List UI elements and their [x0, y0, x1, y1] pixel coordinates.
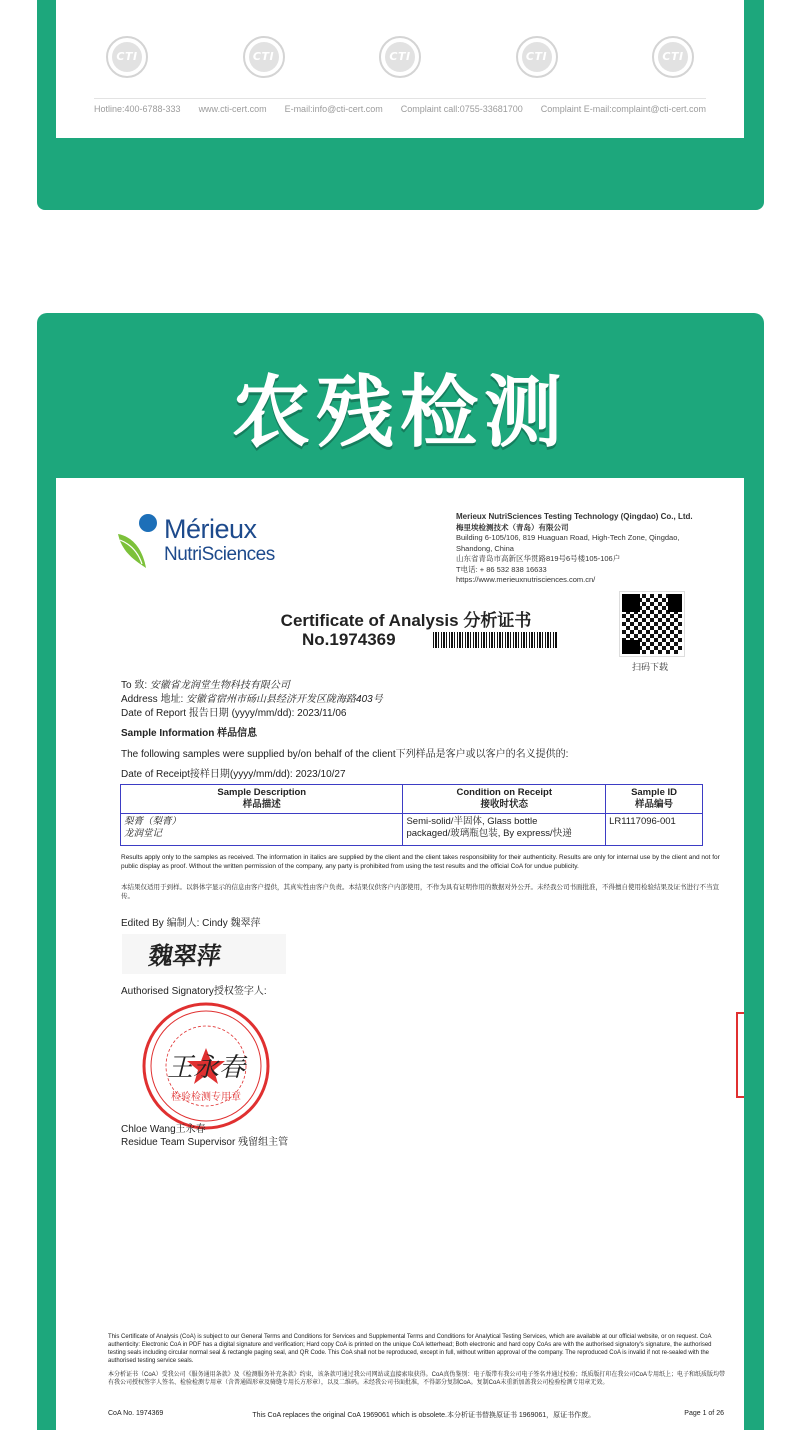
sample-description-cell: 梨膏（梨膏） 龙润堂记 [121, 814, 403, 846]
svg-text:王永春: 王永春 [166, 1053, 246, 1083]
cti-logo-icon: CTI [243, 36, 285, 78]
receipt-date: Date of Receipt接样日期(yyyy/mm/dd): 2023/10/27 [121, 769, 346, 780]
merieux-sub: NutriSciences [164, 544, 275, 565]
page-number: Page 1 of 26 [684, 1410, 724, 1417]
company-address-cn: 山东省青岛市高新区华贯路819号6号楼105-106户 [456, 554, 621, 563]
contact-footer [94, 98, 706, 114]
section-title: 农残检测 [231, 368, 568, 458]
merieux-leaf-icon [116, 512, 164, 572]
disclaimer-cn: 本结果仅适用于到样。以斜体字显示的信息由客户提供，其真实性由客户负责。本结果仅供客户内部使用，不作为具有证明作用的数据对外公开。未经我公司书面批准，不得擅自使用检验结果及证书进行不当宣传。 [121, 884, 719, 900]
header-condition: Condition on Receipt 接收时状态 [403, 785, 606, 814]
certificate-paper [56, 478, 744, 1430]
svg-text:检验检测专用章: 检验检测专用章 [171, 1092, 241, 1103]
certificate-number: No.1974369 [302, 630, 396, 649]
signatory-name: Chloe Wang王永春 [121, 1124, 206, 1135]
qr-code[interactable] [620, 592, 684, 656]
edited-by: Edited By 编制人: Cindy 魏翠萍 [121, 918, 261, 929]
company-info [456, 512, 736, 586]
signatory-title: Residue Team Supervisor 残留组主管 [121, 1137, 289, 1148]
complaint-email-text: Complaint E-mail:complaint@cti-cert.com [540, 104, 706, 114]
address-line: Address 地址: 安徽省宿州市砀山县经济开发区陇海路403号 [121, 694, 383, 705]
certificate-footer [108, 1410, 724, 1420]
client-address: 安徽省宿州市砀山县经济开发区陇海路403号 [186, 694, 383, 705]
merieux-logo [116, 512, 296, 572]
report-date: Date of Report 报告日期 (yyyy/mm/dd): 2023/11/06 [121, 708, 347, 719]
website-text: www.cti-cert.com [198, 104, 267, 114]
testing-seal [140, 1000, 272, 1132]
handwritten-signature-icon [122, 934, 286, 974]
company-address-2: Shandong, China [456, 543, 514, 553]
company-name-en: Merieux NutriSciences Testing Technology (Qingdao) Co., Ltd. [456, 512, 693, 521]
company-url[interactable]: https://www.merieuxnutrisciences.com.cn/ [456, 575, 596, 584]
cti-logo-icon: CTI [379, 36, 421, 78]
sample-id-cell: LR1117096-001 [606, 814, 703, 846]
red-seal-icon [140, 1000, 272, 1132]
svg-text:魏翠萍: 魏翠萍 [146, 941, 223, 970]
replace-note: This CoA replaces the original CoA 1969061 which is obsolete.本分析证书替换原证书 1969061，原证书作废。 [252, 1412, 596, 1419]
email-text: E-mail:info@cti-cert.com [284, 104, 383, 114]
merieux-name: Mérieux [164, 514, 257, 544]
complaint-call-text: Complaint call:0755-33681700 [400, 104, 523, 114]
hotline-text: Hotline:400-6788-333 [94, 104, 181, 114]
client-name: 安徽省龙润堂生物科技有限公司 [149, 680, 290, 691]
company-tel: T电话: + 86 532 838 16633 [456, 564, 547, 574]
certificate-title: Certificate of Analysis 分析证书 [280, 611, 532, 630]
paging-seal-edge [736, 1012, 744, 1098]
header-sample-description: Sample Description 样品描述 [121, 785, 403, 814]
company-name-cn: 梅里埃检测技术（青岛）有限公司 [456, 522, 569, 532]
top-certificate-paper [56, 0, 744, 138]
condition-cell: Semi-solid/半固体, Glass bottle packaged/玻璃瓶包装, By express/快递 [403, 814, 606, 846]
editor-signature [122, 934, 286, 974]
table-row [121, 814, 703, 846]
cti-logo-icon: CTI [106, 36, 148, 78]
barcode [433, 632, 558, 648]
coa-number: CoA No. 1974369 [108, 1410, 164, 1417]
to-line: To 致: 安徽省龙润堂生物科技有限公司 [121, 680, 290, 691]
disclaimer-en: Results apply only to the samples as received. The information in italics are supplied by the client and the client takes responsibility for their authenticity. Results are only for internal use by the client and not for public display as proof. Without the written permission of the company, any party is prohibited from using the test results and the official CoA for undue publicity. [121, 854, 720, 870]
authorised-signatory: Authorised Signatory授权签字人: [121, 986, 267, 997]
terms-cn: 本分析证书（CoA）受我公司《服务通用条款》及《检测服务补充条款》约束，该条款可通过我公司网站或直接索取获得。CoA真伪鉴别：电子版带有我公司电子签名并通过校验；纸质版打印在我公司CoA专用纸上；电子和纸质版均带有我公司授权签字人签名、检验检测专用章（含普通圆形章及骑缝专用长方形章），以及二维码。未经我公司书面批准，不得部分复制CoA。复制CoA未重新加盖我公司检验检测专用章无效。 [108, 1372, 726, 1386]
table-header-row [121, 785, 703, 814]
sample-note: The following samples were supplied by/on behalf of the client下列样品是客户或以客户的名义提供的: [121, 749, 569, 760]
sample-info-title: Sample Information 样品信息 [121, 728, 258, 739]
terms-en: This Certificate of Analysis (CoA) is subject to our General Terms and Conditions for Services and Supplemental Terms and Conditions for Analytical Testing Services, which are available at our official website, or on request. CoA authenticity: Electronic CoA in PDF has a digital signature and verification; Hard copy CoA is printed on the unique CoA letterhead; Both electronic and hard copy CoAs are with the authorised signatory's signature, the authorised testing seals including circular normal seal & rectangle paging seal, and QR Code. This CoA shall not be reproduced, except in full, without written approval of the company. The reproduced CoA is invalid if not re-sealed with the authorised testing service seals. [108, 1334, 712, 1364]
cti-logo-icon: CTI [652, 36, 694, 78]
company-address-1: Building 6-105/106, 819 Huaguan Road, High-Tech Zone, Qingdao, [456, 533, 680, 542]
sample-table [120, 784, 703, 846]
cti-logo-icon: CTI [516, 36, 558, 78]
header-sample-id: Sample ID 样品编号 [606, 785, 703, 814]
cti-watermark-row [106, 36, 694, 82]
qr-label: 扫码下载 [632, 662, 669, 672]
